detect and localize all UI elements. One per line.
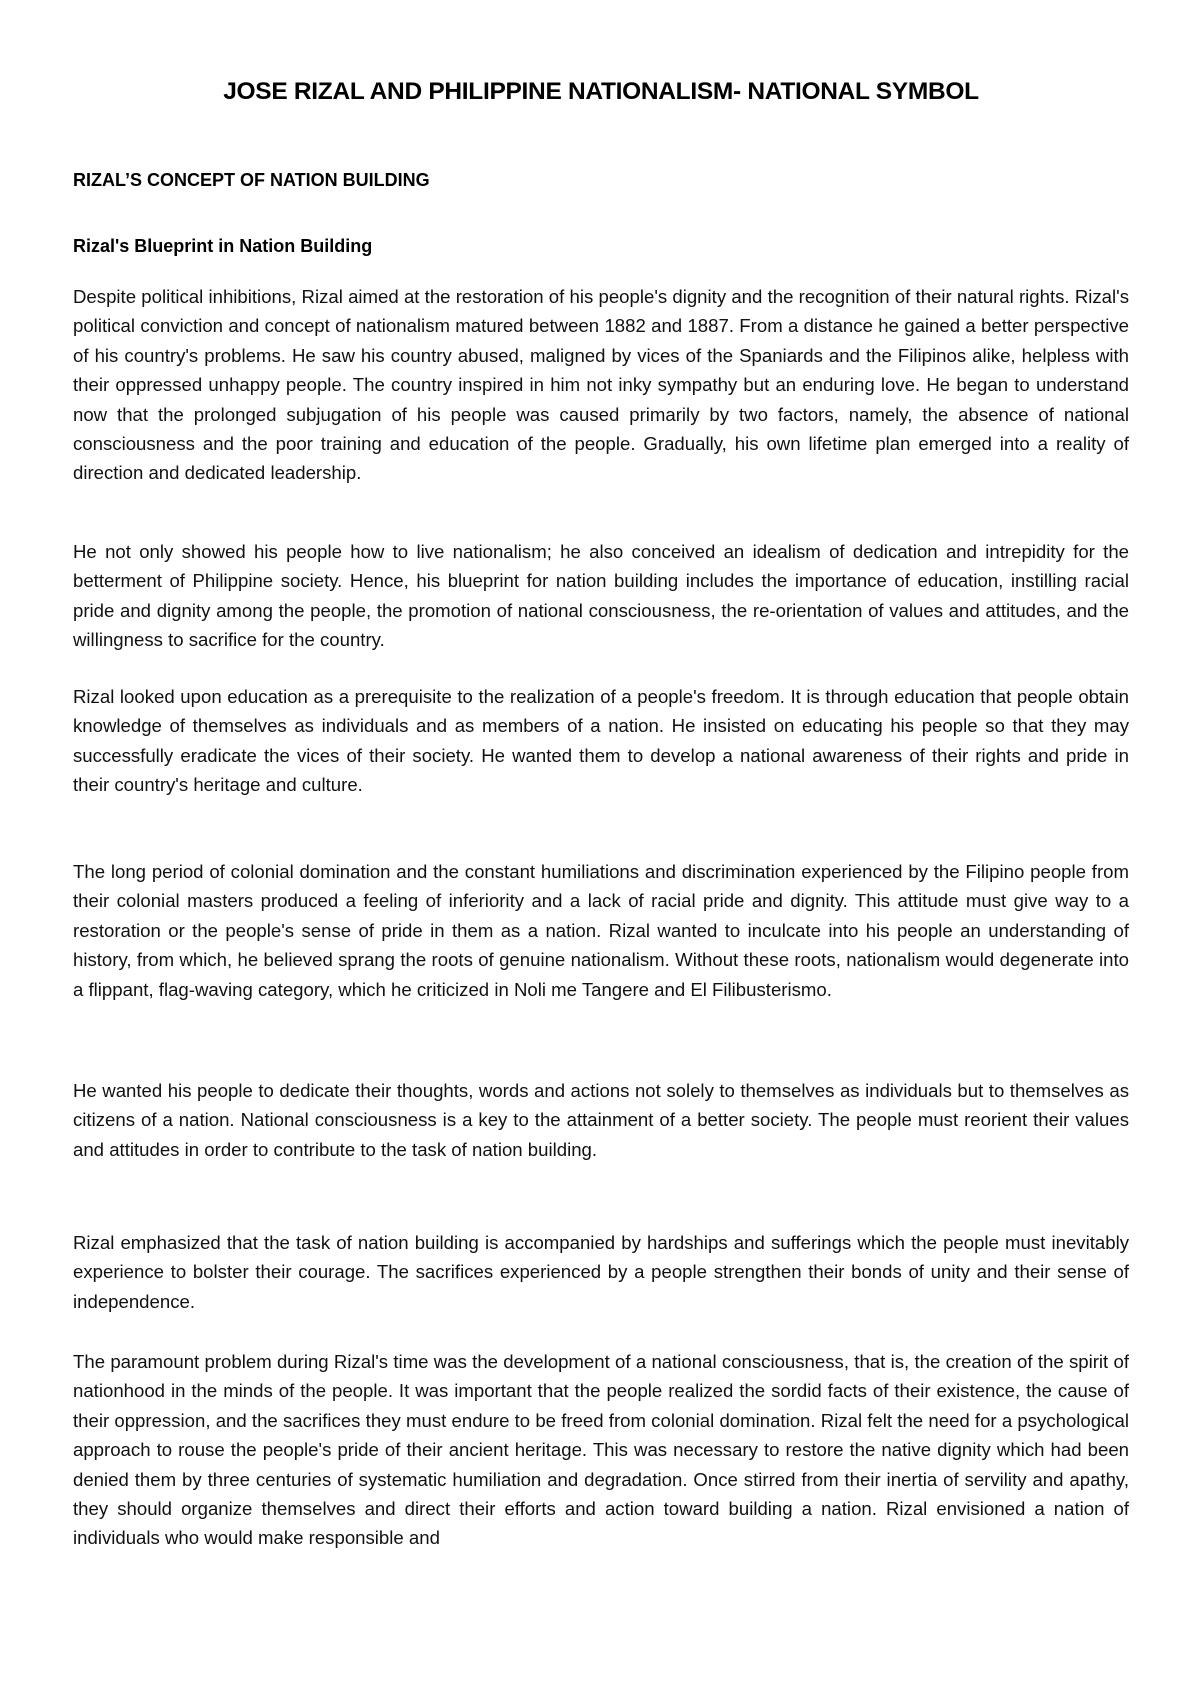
paragraph-3: Rizal looked upon education as a prerequisite to the realization of a people's freedom. It is through education that people obtain knowledge of themselves as individuals and as members of a nation. He insisted on educating his people so that they may successfully eradicate the vices of their society. He wanted them to develop a national awareness of their rights and pride in their country's heritage and culture. bbox=[73, 686, 1129, 796]
paragraph-4: The long period of colonial domination and the constant humiliations and discrimination experienced by the Filipino people from their colonial masters produced a feeling of inferiority and a lack of racial pride and dignity. This attitude must give way to a restoration or the people's sense of pride in them as a nation. Rizal wanted to inculcate into his people an understanding of history, from which, he believed sprang the roots of genuine nationalism. Without these roots, nationalism would degenerate into a flippant, flag-waving category, which he criticized in Noli me Tangere and El Filibusterismo. bbox=[73, 861, 1129, 1000]
subheading: Rizal's Blueprint in Nation Building bbox=[73, 236, 373, 256]
document-page bbox=[73, 72, 1129, 1549]
paragraph-5: He wanted his people to dedicate their thoughts, words and actions not solely to themselves as individuals but to themselves as citizens of a nation. National consciousness is a key to the attainment of a better society. The people must reorient their values and attitudes in order to contribute to the task of nation building. bbox=[73, 1080, 1129, 1160]
document-title: JOSE RIZAL AND PHILIPPINE NATIONALISM- NATIONAL SYMBOL bbox=[223, 78, 979, 105]
paragraph-7: The paramount problem during Rizal's time was the development of a national consciousness, that is, the creation of the spirit of nationhood in the minds of the people. It was important that the people realized the sordid facts of their existence, the cause of their oppression, and the sacrifices they must endure to be freed from colonial domination. Rizal felt the need for a psychological approach to rouse the people's pride of their ancient heritage. This was necessary to restore the native dignity which had been denied them by three centuries of systematic humiliation and degradation. Once stirred from their inertia of servility and apathy, they should organize themselves and direct their efforts and action toward building a nation. Rizal envisioned a nation of individuals who would make responsible and bbox=[73, 1351, 1129, 1549]
paragraph-6: Rizal emphasized that the task of nation building is accompanied by hardships and sufferings which the people must inevitably experience to bolster their courage. The sacrifices experienced by a people strengthen their bonds of unity and their sense of independence. bbox=[73, 1232, 1129, 1312]
paragraph-1: Despite political inhibitions, Rizal aimed at the restoration of his people's dignity and the recognition of their natural rights. Rizal's political conviction and concept of nationalism matured between 1882 and 1887. From a distance he gained a better perspective of his country's problems. He saw his country abused, maligned by vices of the Spaniards and the Filipinos alike, helpless with their oppressed unhappy people. The country inspired in him not inky sympathy but an enduring love. He began to understand now that the prolonged subjugation of his people was caused primarily by two factors, namely, the absence of national consciousness and the poor training and education of the people. Gradually, his own lifetime plan emerged into a reality of direction and dedicated leadership. bbox=[73, 286, 1129, 484]
section-heading: RIZAL’S CONCEPT OF NATION BUILDING bbox=[73, 170, 430, 190]
paragraph-2: He not only showed his people how to live nationalism; he also conceived an idealism of dedication and intrepidity for the betterment of Philippine society. Hence, his blueprint for nation building includes the importance of education, instilling racial pride and dignity among the people, the promotion of national consciousness, the re-orientation of values and attitudes, and the willingness to sacrifice for the country. bbox=[73, 541, 1129, 651]
